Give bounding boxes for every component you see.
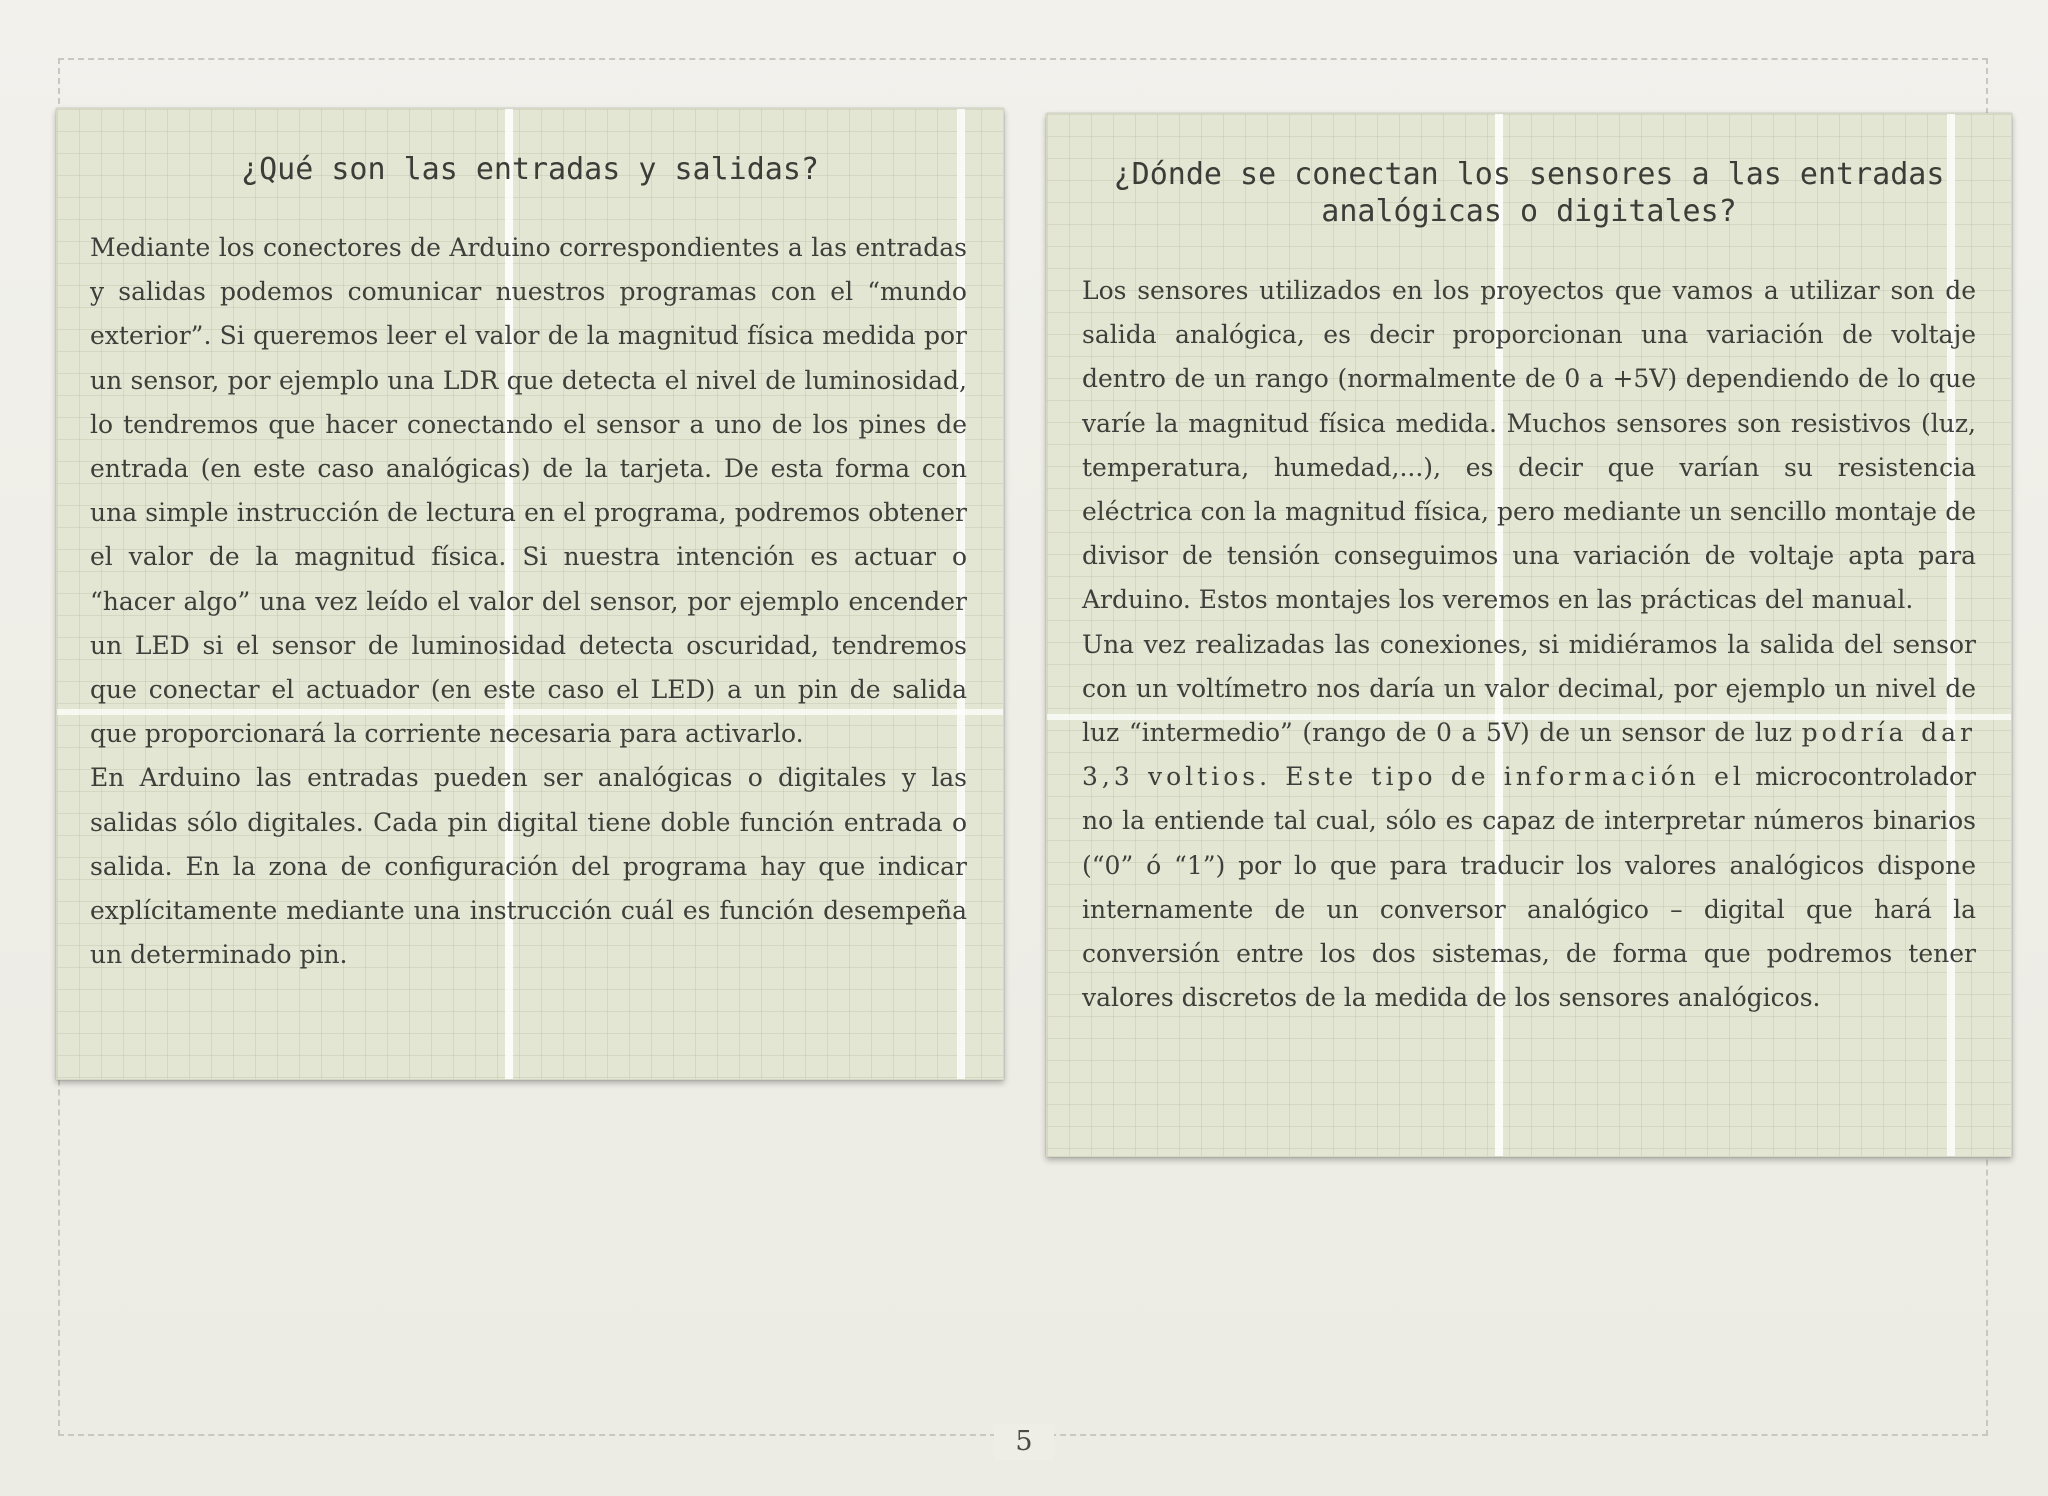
paragraph (1082, 623, 1976, 1021)
card-body-sensor-connections (1082, 269, 1976, 1020)
paragraph-text: Una vez realizadas las conexiones, si midiéramos la salida del sensor con un voltímetro nos daría un valor decimal, por ejemplo un nivel de luz “intermedio” (rango de 0 a 5V) de un sensor de luz (1082, 629, 1976, 748)
card-body-inputs-outputs (90, 226, 967, 977)
card-inputs-outputs (56, 108, 1004, 1080)
paragraph: Mediante los conectores de Arduino correspondientes a las entradas y salidas podemos comunicar nuestros programas con el “mundo exterior”. Si queremos leer el valor de la magnitud física medida por un sensor, por ejemplo una LDR que detecta el nivel de luminosidad, lo tendremos que hacer conectando el sensor a uno de los pines de entrada (en este caso analógicas) de la tarjeta. De esta forma con una simple instrucción de lectura en el programa, podremos obtener el valor de la magnitud física. Si nuestra intención es actuar o “hacer algo” una vez leído el valor del sensor, por ejemplo encender un LED si el sensor de luminosidad detecta oscuridad, tendremos que conectar el actuador (en este caso el LED) a un pin de salida que proporcionará la corriente necesaria para activarlo. (90, 233, 967, 749)
page-number: 5 (994, 1424, 1054, 1460)
paragraph-text: microcontrolador no la entiende tal cual, sólo es capaz de interpretar números binarios (“0” ó “1”) por lo que para traducir los valores analógicos dispone internamente de un conversor analógico – digital que hará la conversión entre los dos sistemas, de forma que podremos tener valores discretos de la medida de los sensores analógicos. (1082, 762, 1977, 1013)
paragraph: En Arduino las entradas pueden ser analógicas o digitales y las salidas sólo digitales. Cada pin digital tiene doble función entrada o salida. En la zona de configuración del programa hay que indicar explícitamente mediante una instrucción cuál es función desempeña un determinado pin. (90, 763, 967, 970)
card-title-inputs-outputs: ¿Qué son las entradas y salidas? (241, 152, 819, 187)
paragraph-text-spaced: podría dar 3,3 voltios. Este tipo de información el (1082, 718, 1976, 792)
card-title-sensor-connections: ¿Dónde se conectan los sensores a las entradas analógicas o digitales? (1113, 157, 1945, 229)
card-sensor-connections (1046, 113, 2012, 1157)
paragraph: Los sensores utilizados en los proyectos que vamos a utilizar son de salida analógica, es decir proporcionan una variación de voltaje dentro de un rango (normalmente de 0 a +5V) dependiendo de lo que varíe la magnitud física medida. Muchos sensores son resistivos (luz, temperatura, humedad,...), es decir que varían su resistencia eléctrica con la magnitud física, pero mediante un sencillo montaje de divisor de tensión conseguimos una variación de voltaje apta para Arduino. Estos montajes los veremos en las prácticas del manual. (1082, 276, 1976, 615)
